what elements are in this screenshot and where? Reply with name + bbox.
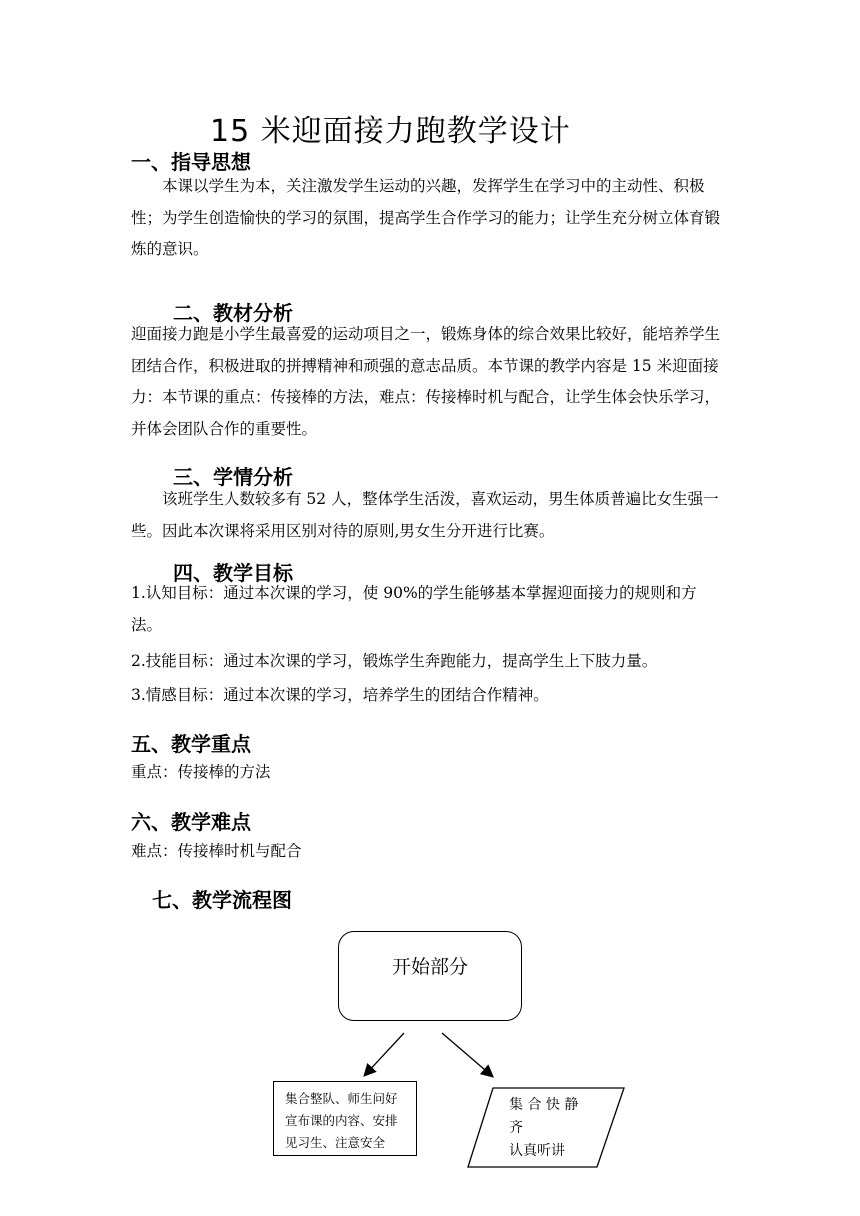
flowchart-right-text (509, 1094, 594, 1163)
section-heading-student-analysis: 三、学情分析 (173, 465, 293, 489)
goal-affective: 3.情感目标：通过本次课的学习，培养学生的团结合作精神。 (131, 686, 549, 704)
flowchart-left-line-2: 宣布课的内容、安排 (285, 1113, 398, 1128)
document-title: 15 米迎面接力跑教学设计 (210, 114, 571, 149)
section-heading-flowchart: 七、教学流程图 (152, 888, 292, 912)
section-heading-difficulties: 六、教学难点 (131, 810, 251, 834)
flowchart-left-line-3: 见习生、注意安全 (285, 1135, 386, 1150)
section-text-material-analysis: 迎面接力跑是小学生最喜爱的运动项目之一，锻炼身体的综合效果比较好，能培养学生团结合作，积极进取的拼搏精神和顽强的意志品质。本节课的教学内容是 15 米迎面接力：本节课的重点：传接棒的方法，难点：传接棒时机与配合，让学生体会快乐学习，并体会团队合作的重要性。 (131, 325, 721, 438)
section-text-guiding-thought: 本课以学生为本，关注激发学生运动的兴趣，发挥学生在学习中的主动性、积极性；为学生创造愉快的学习的氛围，提高学生合作学习的能力；让学生充分树立体育锻炼的意识。 (131, 177, 721, 258)
flowchart-left-line-1: 集合整队、师生问好 (285, 1091, 398, 1106)
section-heading-material-analysis: 二、教材分析 (173, 301, 293, 325)
section-text-key-points: 重点：传接棒的方法 (131, 763, 271, 781)
flowchart-right-line-1: 集 合 快 静 (509, 1097, 579, 1113)
section-text-student-analysis: 该班学生人数较多有 52 人，整体学生活泼，喜欢运动，男生体质普遍比女生强一些。因此本次课将采用区别对待的原则,男女生分开进行比赛。 (131, 490, 719, 540)
flowchart-left-text (285, 1088, 413, 1154)
flowchart-right-line-2: 齐 (509, 1120, 523, 1136)
section-heading-guiding-thought: 一、指导思想 (131, 150, 251, 174)
flowchart-left-box (273, 1081, 417, 1156)
section-text-difficulties: 难点：传接棒时机与配合 (131, 842, 302, 860)
flowchart-right-line-3: 认真听讲 (509, 1143, 565, 1159)
goal-skill: 2.技能目标：通过本次课的学习，锻炼学生奔跑能力，提高学生上下肢力量。 (131, 652, 658, 670)
goal-cognitive: 1.认知目标：通过本次课的学习，使 90%的学生能够基本掌握迎面接力的规则和方法。 (131, 584, 697, 634)
flowchart-start-label: 开始部分 (391, 956, 468, 978)
section-heading-key-points: 五、教学重点 (131, 732, 251, 756)
flowchart-arrow-left (365, 1033, 404, 1075)
section-heading-teaching-goals: 四、教学目标 (173, 561, 293, 585)
flowchart-arrow-right (442, 1033, 492, 1076)
